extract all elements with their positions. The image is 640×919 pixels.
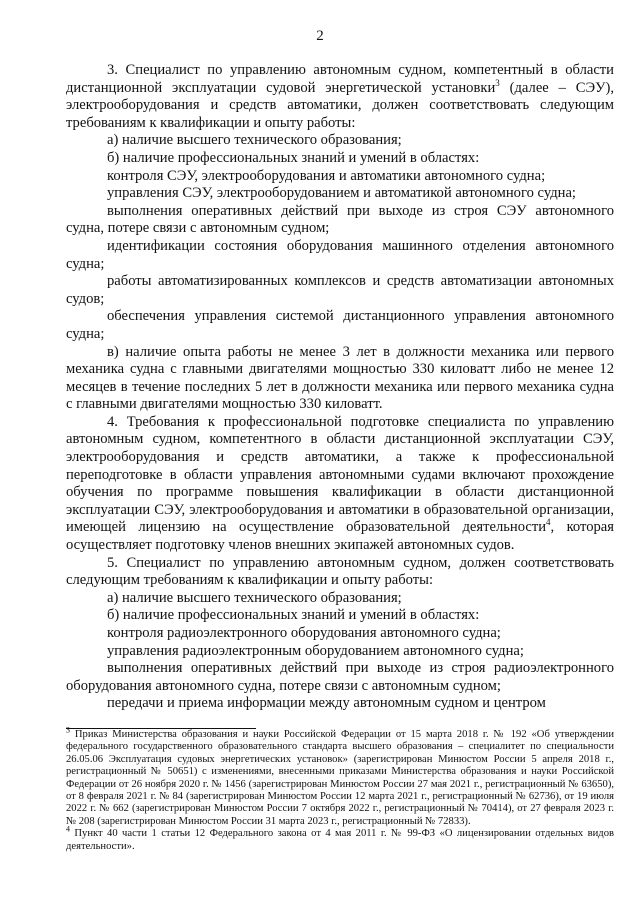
footnote-mark: 4	[66, 824, 70, 834]
footnote	[66, 725, 614, 828]
paragraph: в) наличие опыта работы не менее 3 лет в должности механика или первого механика судна с главными двигателями мощностью 330 киловатт либо не менее 12 месяцев в течение последних 5 лет в должности механика или первого механика судна с главными двигателями мощностью 330 киловатт.	[66, 343, 614, 413]
footnote	[66, 824, 614, 853]
footnote-mark: 3	[66, 725, 70, 735]
paragraph: управления СЭУ, электрооборудованием и автоматикой автономного судна;	[107, 185, 576, 202]
paragraph: управления радиоэлектронным оборудованием автономного судна;	[107, 642, 524, 659]
paragraph: контроля радиоэлектронного оборудования автономного судна;	[107, 625, 501, 641]
paragraph: б) наличие профессиональных знаний и умений в областях:	[107, 607, 480, 624]
paragraph	[66, 414, 614, 555]
footnotes	[66, 725, 614, 853]
paragraph: выполнения оперативных действий при выходе из строя СЭУ автономного судна, потере связи с автономным судном;	[66, 202, 614, 237]
footnote-ref: 4	[546, 517, 551, 528]
footnote-text: Приказ Министерства образования и науки Российской Федерации от 15 марта 2018 г. № 192 «Об утверждении федерального государственного образовательного стандарта высшего образования – специалитет по специальности 26.05.06 Эксплуатация судовых энергетических установок» (зарегистрирован Минюстом России 5 апреля 2018 г., регистрационный № 50651) с изменениями, внесенными приказами Министерства образования и науки Российской Федерации от 26 ноября 2020 г. № 1456 (зарегистрирован Минюстом России 27 мая 2021 г., регистрационный № 63650), от 8 февраля 2021 г. № 84 (зарегистрирован Минюстом России 12 марта 2021 г., регистрационный № 62736), от 19 июля 2022 г. № 662 (зарегистрирован Минюстом России 7 октября 2022 г., регистрационный № 70414), от 27 февраля 2023 г. № 208 (зарегистрирован Минюстом России 31 марта 2023 г., регистрационный № 72833).	[66, 729, 614, 827]
paragraph: 5. Специалист по управлению автономным судном, должен соответствовать следующим требованиям к квалификации и опыту работы:	[66, 554, 614, 589]
paragraph-text-tail: (далее – СЭУ), электрооборудования и средств автоматики, должен соответствовать следующим требованиям к квалификации и опыту работы:	[66, 79, 614, 131]
paragraph: работы автоматизированных комплексов и средств автоматизации автономных судов;	[66, 273, 614, 307]
footnote-text: Пункт 40 части 1 статьи 12 Федерального закона от 4 мая 2011 г. № 99-ФЗ «О лицензировании отдельных видов деятельности».	[66, 828, 614, 852]
paragraph: обеспечения управления системой дистанционного управления автономного судна;	[66, 308, 614, 342]
paragraph-text: 4. Требования к профессиональной подготовке специалиста по управлению автономным судном, компетентного в области дистанционной эксплуатации СЭУ, электрооборудования и средств автоматики, а также к профессиональной переподготовке в области управления автономными судами включают прохождение обучения по программе повышения квалификации в области дистанционной эксплуатации СЭУ, электрооборудования и автоматики в образовательной организации, имеющей лицензию на осуществление образовательной деятельности	[66, 413, 614, 536]
paragraph: выполнения оперативных действий при выходе из строя радиоэлектронного оборудования автономного судна, потере связи с автономным судном;	[66, 660, 614, 694]
paragraph: идентификации состояния оборудования машинного отделения автономного судна;	[66, 237, 614, 272]
paragraph: а) наличие высшего технического образования;	[107, 132, 402, 149]
paragraph: контроля СЭУ, электрооборудования и автоматики автономного судна;	[107, 167, 546, 184]
paragraph: б) наличие профессиональных знаний и умений в областях:	[107, 149, 480, 166]
paragraph-text-tail: , которая осуществляет подготовку членов внешних экипажей автономных судов.	[66, 519, 614, 554]
paragraph-text: 3. Специалист по управлению автономным судном, компетентный в области дистанционной эксплуатации судовой энергетической установки	[66, 62, 614, 96]
footnote-ref: 3	[495, 77, 500, 88]
page-number: 2	[316, 28, 324, 44]
paragraph	[66, 62, 614, 132]
paragraph: передачи и приема информации между автономным судном и центром	[107, 695, 546, 712]
body-text	[66, 62, 614, 713]
paragraph: а) наличие высшего технического образования;	[107, 589, 402, 606]
